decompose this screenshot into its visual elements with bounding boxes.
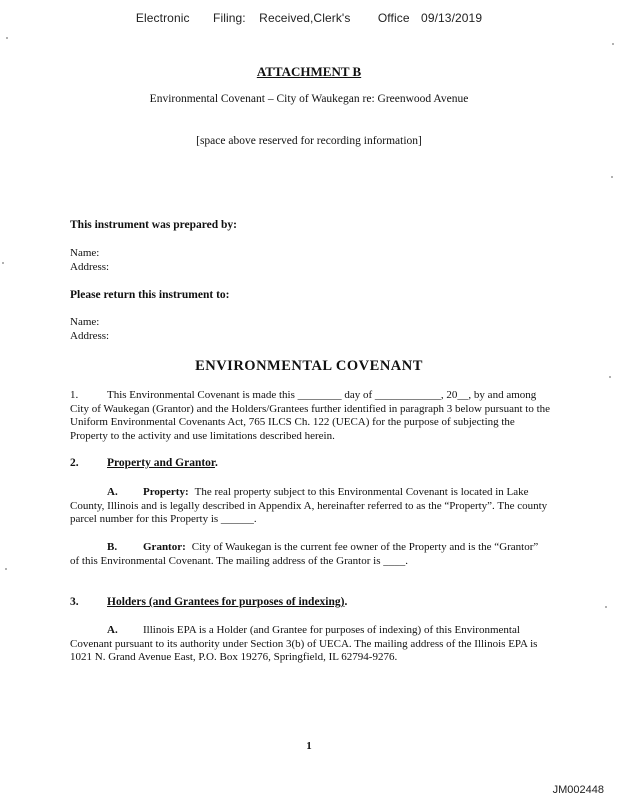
- attachment-subtitle: Environmental Covenant – City of Waukegan re: Greenwood Avenue: [149, 93, 469, 105]
- stamp-filing: Filing:: [213, 11, 246, 25]
- covenant-title: ENVIRONMENTAL COVENANT: [195, 358, 423, 374]
- section-2-heading: 2. Property and Grantor.: [70, 457, 218, 469]
- electronic-filing-stamp: [0, 11, 618, 25]
- section-2-item-a-label: Property:: [143, 486, 189, 498]
- scan-speck: [611, 176, 613, 178]
- recording-reserved-note: [space above reserved for recording information]: [196, 135, 422, 147]
- paragraph-1-text: This Environmental Covenant is made this ________ day of ____________, 20__, by and among City of Waukegan (Grantor) and the Holders/Grantees further identified in paragraph 3 below pursuant to the Uniform Environmental Covenants Act, 765 ILCS Ch. 122 (UECA) for the purpose of subjecting the Property to the activity and use limitations described herein.: [70, 389, 551, 442]
- scan-speck: [612, 43, 614, 45]
- section-2-number: 2.: [70, 457, 79, 469]
- section-2-item-b-text: City of Waukegan is the current fee owner of the Property and is the “Grantor” of this Environmental Covenant. The mailing address of the Grantor is ____.: [70, 541, 539, 567]
- stamp-date: 09/13/2019: [421, 11, 483, 25]
- scan-speck: [6, 37, 8, 39]
- stamp-electronic: Electronic: [135, 11, 190, 25]
- return-to-address-label: Address:: [70, 330, 110, 342]
- section-3-item-a-text: Illinois EPA is a Holder (and Grantee for purposes of indexing) of this Environmental Covenant pursuant to its authority under Section 3(b) of UECA. The mailing address of the Illinois EPA is 1021 N. Grand Avenue East, P.O. Box 19276, Springfield, IL 62794-9276.: [70, 624, 538, 663]
- prepared-by-name-label: Name:: [70, 247, 100, 259]
- section-3-number: 3.: [70, 596, 79, 608]
- section-2-item-b: [70, 541, 550, 568]
- stamp-received: Received,Clerk's: [259, 11, 351, 25]
- scan-speck: [609, 376, 611, 378]
- stamp-office: Office: [377, 11, 410, 25]
- scan-speck: [605, 606, 607, 608]
- document-id: JM002448: [552, 784, 604, 796]
- paragraph-1-number: 1.: [70, 389, 79, 401]
- section-2-item-a-letter: A.: [107, 486, 118, 498]
- section-3-item-a: [70, 624, 550, 665]
- attachment-title: ATTACHMENT B: [256, 64, 362, 79]
- return-to-heading: Please return this instrument to:: [70, 289, 230, 301]
- section-3-title: Holders (and Grantees for purposes of indexing): [107, 596, 345, 608]
- section-2-item-a-text: The real property subject to this Environmental Covenant is located in Lake County, Illinois and is legally described in Appendix A, hereinafter referred to as the “Property”. The county parcel number for this Property is ______.: [70, 486, 548, 525]
- section-3-item-a-letter: A.: [107, 624, 118, 636]
- return-to-name-label: Name:: [70, 316, 100, 328]
- section-2-item-b-letter: B.: [107, 541, 118, 553]
- page-number: 1: [306, 740, 312, 752]
- section-2-title: Property and Grantor: [107, 457, 215, 469]
- scan-speck: [5, 568, 7, 570]
- prepared-by-address-label: Address:: [70, 261, 110, 273]
- section-2-item-b-label: Grantor:: [143, 541, 186, 553]
- scan-speck: [2, 262, 4, 264]
- prepared-by-heading: This instrument was prepared by:: [70, 219, 237, 231]
- section-2-item-a: [70, 486, 550, 527]
- paragraph-1: [70, 389, 550, 443]
- section-3-heading: 3. Holders (and Grantees for purposes of indexing).: [70, 596, 348, 608]
